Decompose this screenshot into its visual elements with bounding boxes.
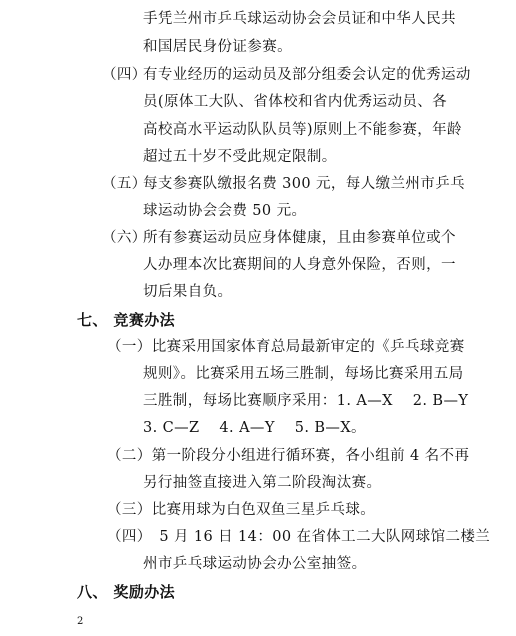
- text-line: 每支参赛队缴报名费 300 元，每人缴兰州市乒乓: [143, 176, 465, 192]
- text-line: 人办理本次比赛期间的人身意外保险，否则，一: [143, 257, 456, 273]
- item-marker: （四）: [102, 67, 147, 83]
- text-line: 超过五十岁不受此规定限制。: [143, 149, 337, 165]
- text-line: 有专业经历的运动员及部分组委会认定的优秀运动: [143, 67, 471, 83]
- text-line: （四） 5 月 16 日 14：00 在省体工二大队网球馆二楼兰: [107, 529, 491, 545]
- item-marker: （六）: [102, 230, 147, 246]
- text-line: （二）第一阶段分小组进行循环赛，各小组前 4 名不再: [107, 448, 470, 464]
- text-line: 规则》。比赛采用五场三胜制，每场比赛采用五局: [143, 366, 464, 382]
- page-number: 2: [77, 616, 84, 627]
- text-line: 球运动协会会费 50 元。: [143, 203, 307, 219]
- section-heading: 七、 竞赛办法: [77, 311, 176, 329]
- text-line: 所有参赛运动员应身体健康，且由参赛单位或个: [143, 230, 456, 246]
- text-line: 州市乒乓球运动协会办公室抽签。: [143, 556, 367, 572]
- text-line: 另行抽签直接进入第二阶段淘汰赛。: [143, 475, 382, 491]
- text-line: 手凭兰州市乒乓球运动协会会员证和中华人民共: [143, 11, 456, 27]
- item-marker: （五）: [102, 176, 147, 192]
- text-line: （三）比赛用球为白色双鱼三星乒乓球。: [107, 502, 376, 518]
- text-line: 高校高水平运动队队员等)原则上不能参赛，年龄: [143, 122, 462, 138]
- text-line: 3. C—Z 4. A—Y 5. B—X。: [143, 420, 366, 436]
- section-heading: 八、 奖励办法: [77, 583, 176, 601]
- text-line: 员(原体工大队、省体校和省内优秀运动员、各: [143, 94, 448, 110]
- text-line: 切后果自负。: [143, 284, 233, 300]
- text-line: 和国居民身份证参赛。: [143, 39, 292, 55]
- text-line: （一）比赛采用国家体育总局最新审定的《乒乓球竞赛: [107, 339, 465, 355]
- text-line: 三胜制，每场比赛顺序采用：1. A—X 2. B—Y: [143, 393, 469, 409]
